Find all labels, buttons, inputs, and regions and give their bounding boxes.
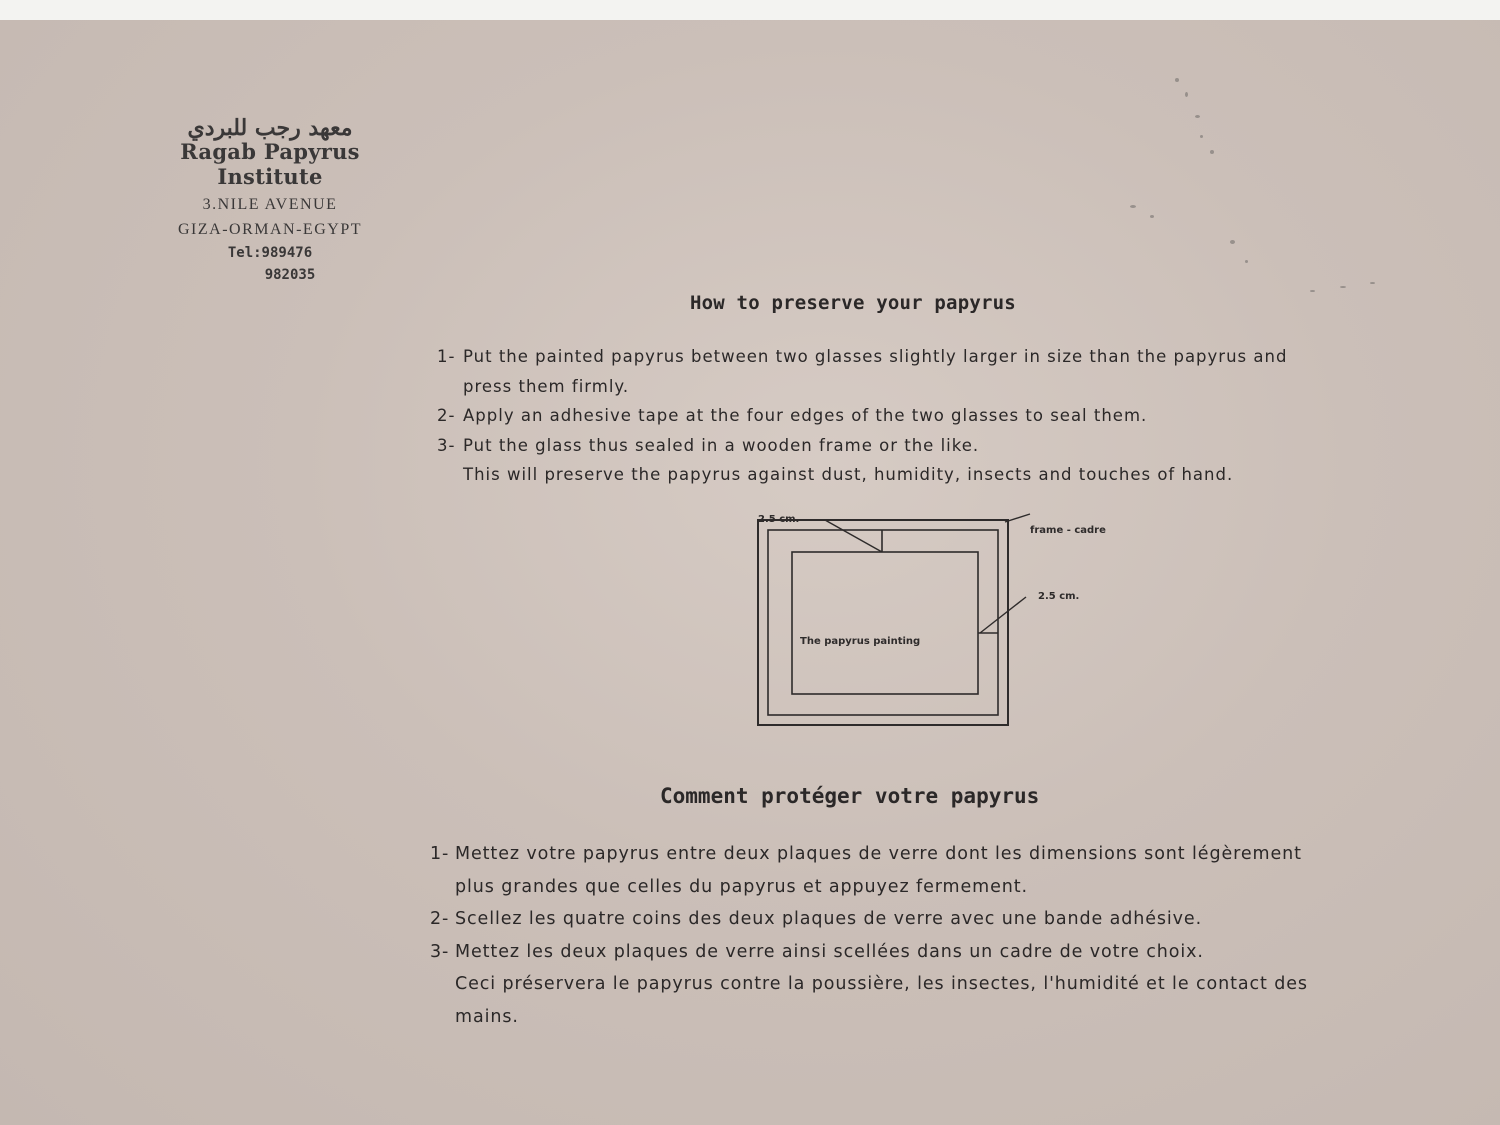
- address-line-1: 3.NILE AVENUE: [202, 196, 338, 213]
- step-number: 2-: [437, 406, 456, 425]
- french-title: Comment protéger votre papyrus: [660, 784, 1040, 808]
- frame-leader: [1005, 514, 1030, 522]
- top-margin-leader: [825, 520, 882, 552]
- french-step-2: [430, 903, 1310, 936]
- step-number: 1-: [430, 844, 450, 864]
- english-instructions: [437, 342, 1297, 490]
- telephone-number-2: 982035: [264, 267, 316, 283]
- frame-diagram-svg: [740, 500, 1170, 760]
- painting-rect: [792, 552, 978, 694]
- english-step-2: [437, 401, 1297, 431]
- french-note: Ceci préservera le papyrus contre la poussière, les insectes, l'humidité et le contact des mains.: [455, 974, 1308, 1027]
- institute-name: Ragab Papyrus Institute: [180, 139, 360, 189]
- background-surface: [0, 0, 1500, 22]
- step-text: Mettez votre papyrus entre deux plaques de verre dont les dimensions sont légèrement plus grandes que celles du papyrus et appuyez fermement.: [455, 844, 1302, 897]
- french-step-3: [430, 936, 1310, 969]
- step-number: 1-: [437, 347, 456, 366]
- french-step-1: [430, 838, 1310, 903]
- label-top-margin: 2.5 cm.: [758, 514, 800, 525]
- french-instructions: [430, 838, 1310, 1033]
- letterhead: [140, 115, 400, 283]
- step-text: Scellez les quatre coins des deux plaques de verre avec une bande adhésive.: [455, 909, 1203, 929]
- step-number: 2-: [430, 909, 450, 929]
- label-frame: frame - cadre: [1030, 525, 1106, 536]
- side-margin-leader: [980, 597, 1026, 633]
- step-text: Mettez les deux plaques de verre ainsi scellées dans un cadre de votre choix.: [455, 941, 1204, 962]
- english-step-1: [437, 342, 1297, 401]
- step-number: 3-: [437, 435, 456, 455]
- english-step-3: [437, 431, 1297, 461]
- telephone-number: Tel:989476: [227, 245, 313, 261]
- label-side-margin: 2.5 cm.: [1038, 591, 1080, 602]
- inner-glass-rect: [768, 530, 998, 715]
- english-note: This will preserve the papyrus against dust, humidity, insects and touches of hand.: [463, 465, 1234, 484]
- step-text: Apply an adhesive tape at the four edges of the two glasses to seal them.: [463, 406, 1148, 425]
- step-number: 3-: [430, 941, 450, 962]
- label-papyrus-painting: The papyrus painting: [800, 636, 921, 647]
- institute-arabic-name: معهد رجب للبردي: [187, 115, 353, 141]
- step-text: Put the glass thus sealed in a wooden frame or the like.: [463, 435, 980, 455]
- address-line-2: GIZA-ORMAN-EGYPT: [178, 221, 362, 238]
- papyrus-instruction-sheet: [0, 20, 1500, 1125]
- frame-diagram: [740, 500, 1170, 760]
- step-text: Put the painted papyrus between two glasses slightly larger in size than the papyrus and press them firmly.: [463, 347, 1288, 396]
- english-title: How to preserve your papyrus: [690, 292, 1016, 314]
